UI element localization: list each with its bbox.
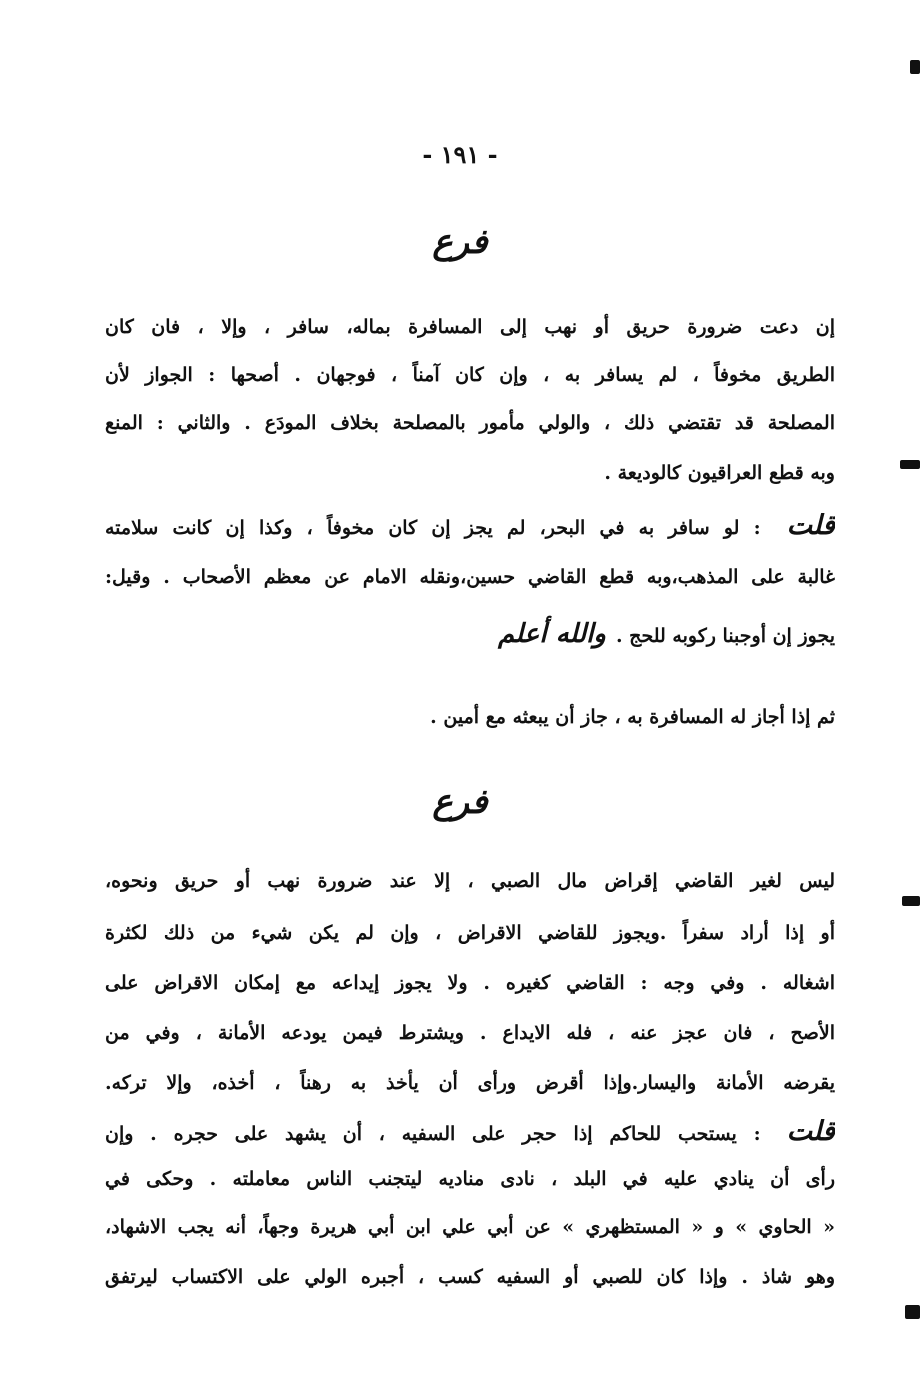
qult-label: قلت xyxy=(786,510,835,541)
paragraph-line: المصلحة قد تقتضي ذلك ، والولي مأمور بالمصلحة بخلاف المودَع . والثاني : المنع xyxy=(105,412,835,434)
scan-edge-mark xyxy=(902,896,920,906)
qult-label: قلت xyxy=(786,1116,835,1147)
paragraph-line: غالبة على المذهب،وبه قطع القاضي حسين،ونقله الامام عن معظم الأصحاب . وقيل: xyxy=(105,566,835,588)
qult-closing-line xyxy=(105,612,835,662)
paragraph-line: رأى أن ينادي عليه في البلد ، نادى مناديه ليتجنب الناس معاملته . وحكى في xyxy=(105,1168,835,1190)
paragraph-line: « الحاوي » و « المستظهري » عن أبي علي ابن أبي هريرة وجهاً، أنه يجب الاشهاد، xyxy=(105,1216,835,1238)
qult-text: يجوز إن أوجبنا ركوبه للحج . xyxy=(615,625,835,647)
qult-text: : لو سافر به في البحر، لم يجز إن كان مخوفاً ، وكذا إن كانت سلامته xyxy=(105,517,761,539)
paragraph-line: الأصح ، فان عجز عنه ، فله الايداع . ويشترط فيمن يودعه الأمانة ، وفي من xyxy=(105,1022,835,1044)
page-number: - ١٩١ - xyxy=(422,140,498,169)
paragraph-line: وبه قطع العراقيون كالوديعة . xyxy=(604,462,835,484)
closing-formula: والله أعلم xyxy=(498,619,606,649)
scan-edge-mark xyxy=(905,1305,920,1319)
paragraph-line: يقرضه الأمانة واليسار.وإذا أقرض ورأى أن يأخذ به رهناً ، أخذه، وإلا تركه. xyxy=(105,1072,835,1094)
paragraph-line: أو إذا أراد سفراً .ويجوز للقاضي الاقراض ، وإن لم يكن شيء من ذلك لكثرة xyxy=(105,922,835,944)
paragraph-line: ليس لغير القاضي إقراض مال الصبي ، إلا عند ضرورة نهب أو حريق ونحوه، xyxy=(105,870,835,892)
scan-edge-mark xyxy=(900,460,920,469)
qult-line xyxy=(105,1114,835,1152)
paragraph-line: الطريق مخوفاً ، لم يسافر به ، وإن كان آمناً ، فوجهان . أصحها : الجواز لأن xyxy=(105,364,835,386)
paragraph-line: إن دعت ضرورة حريق أو نهب إلى المسافرة بماله، سافر ، وإلا ، فان كان xyxy=(105,316,835,338)
paragraph-line: ثم إذا أجاز له المسافرة به ، جاز أن يبعثه مع أمين . xyxy=(430,706,835,728)
paragraph-line: وهو شاذ . وإذا كان للصبي أو السفيه كسب ، أجبره الولي على الاكتساب ليرتفق xyxy=(105,1266,835,1288)
qult-text: : يستحب للحاكم إذا حجر على السفيه ، أن يشهد على حجره . وإن xyxy=(105,1123,761,1145)
qult-line xyxy=(105,508,835,546)
section-heading-1: فرع xyxy=(432,222,488,262)
paragraph-line: اشغاله . وفي وجه : القاضي كغيره . ولا يجوز إيداعه مع إمكان الاقراض على xyxy=(105,972,835,994)
scan-edge-mark xyxy=(910,60,920,74)
section-heading-2: فرع xyxy=(432,782,488,822)
